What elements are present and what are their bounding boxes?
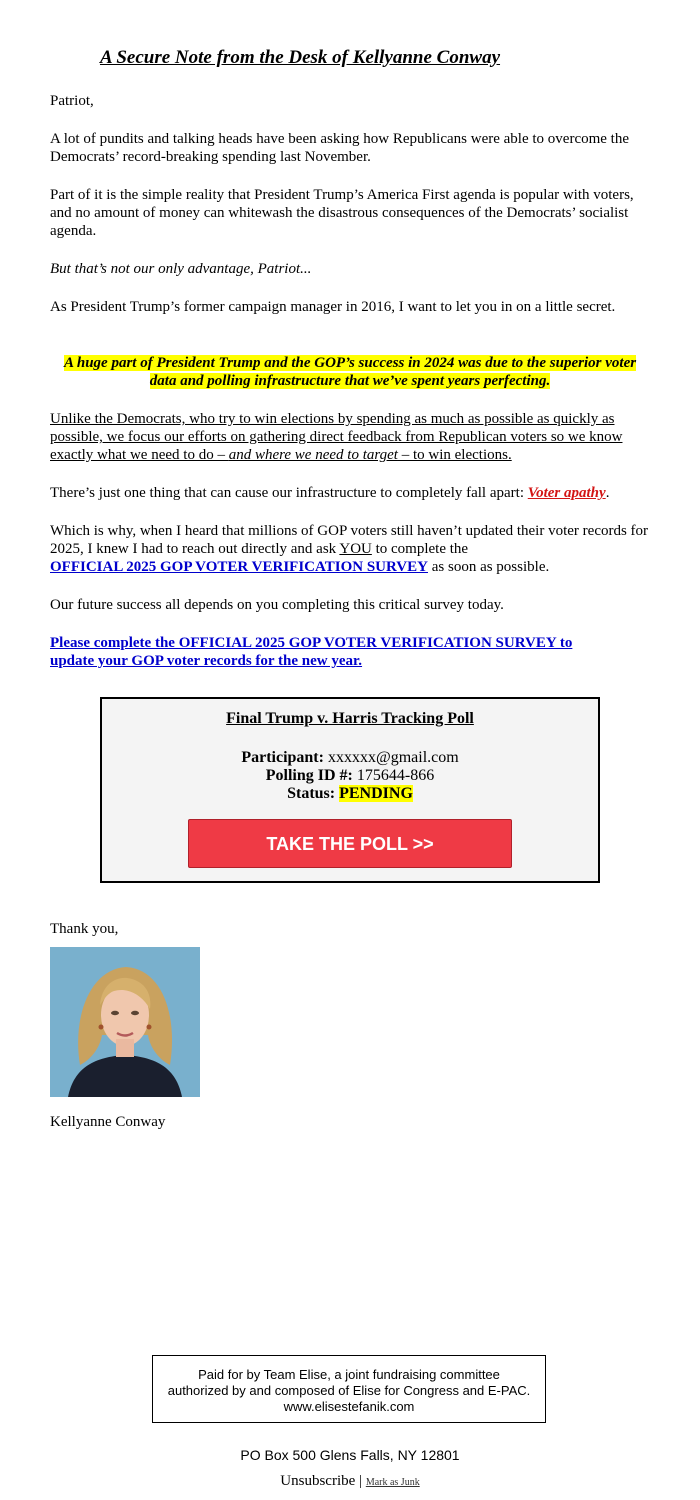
poll-card: [100, 697, 600, 883]
polling-id-value: 175644-866: [356, 767, 435, 784]
mailing-address: PO Box 500 Glens Falls, NY 12801: [240, 1447, 460, 1463]
polling-id-row: [102, 767, 598, 785]
paragraph-7: [50, 522, 650, 576]
highlight-paragraph: [55, 354, 645, 390]
survey-cta-link[interactable]: Please complete the OFFICIAL 2025 GOP VOTER VERIFICATION SURVEY to update your GOP voter records for the new year.: [50, 635, 573, 669]
you-text: YOU: [339, 541, 372, 557]
status-row: [102, 785, 598, 803]
signature-name: Kellyanne Conway: [50, 1114, 166, 1130]
paragraph-5-italic: and where we need to target: [228, 447, 398, 463]
paragraph-6-text: There’s just one thing that can cause our infrastructure to completely fall apart:: [50, 485, 528, 501]
portrait-photo: [50, 947, 200, 1097]
paragraph-7-part3: as soon as possible.: [427, 559, 550, 575]
paragraph-6-end: .: [605, 485, 610, 501]
paragraph-5-part1: Unlike the Democrats, who try to win elections by spending as much as possible as quickly as possible, we focus our efforts on gathering direct feedback from Republican voters so we know exactly what we need to do –: [50, 411, 623, 463]
status-label: Status:: [287, 785, 336, 802]
take-poll-button[interactable]: TAKE THE POLL >>: [188, 819, 512, 868]
participant-value: xxxxxx@gmail.com: [327, 749, 459, 766]
participant-label: Participant:: [241, 749, 324, 766]
disclaimer-text: Paid for by Team Elise, a joint fundraising committee authorized by and composed of Elise for Congress and E-PAC. www.elisestefanik.com: [167, 1367, 531, 1414]
disclaimer-box: [152, 1355, 546, 1423]
polling-id-label: Polling ID #:: [265, 767, 353, 784]
separator: |: [359, 1473, 363, 1489]
survey-inline-link[interactable]: OFFICIAL 2025 GOP VOTER VERIFICATION SURVEY: [50, 559, 428, 575]
status-badge: PENDING: [339, 785, 413, 802]
cta-paragraph: [50, 634, 620, 670]
paragraph-6: [50, 484, 660, 502]
signoff: Thank you,: [50, 921, 119, 937]
paragraph-2: Part of it is the simple reality that President Trump’s America First agenda is popular with voters, and no amount of money can whitewash the disastrous consequences of the Democrats’ socialist agenda.: [50, 187, 634, 239]
voter-apathy-text: Voter apathy: [527, 485, 606, 501]
paragraph-8: Our future success all depends on you completing this critical survey today.: [50, 597, 504, 613]
salutation: Patriot,: [50, 93, 94, 109]
participant-row: [102, 749, 598, 767]
poll-title: Final Trump v. Harris Tracking Poll: [226, 710, 474, 727]
unsubscribe-row: [0, 1473, 700, 1490]
paragraph-7-part1: Which is why, when I heard that millions of GOP voters still haven’t updated their voter records for 2025, I knew I had to reach out directly and ask: [50, 523, 649, 557]
paragraph-5-part2: – to win elections.: [397, 447, 512, 463]
highlighted-text: A huge part of President Trump and the GOP’s success in 2024 was due to the superior voter data and polling infrastructure that we’ve spent years perfecting.: [63, 355, 637, 389]
paragraph-3: But that’s not our only advantage, Patriot...: [50, 261, 312, 277]
mark-junk-link[interactable]: Mark as Junk: [365, 1477, 420, 1488]
paragraph-1: A lot of pundits and talking heads have been asking how Republicans were able to overcome the Democrats’ record-breaking spending last November.: [50, 131, 630, 165]
paragraph-4: As President Trump’s former campaign manager in 2016, I want to let you in on a little secret.: [50, 299, 616, 315]
email-title: A Secure Note from the Desk of Kellyanne Conway: [99, 47, 501, 68]
unsubscribe-link[interactable]: Unsubscribe: [280, 1473, 356, 1489]
paragraph-7-part2: to complete the: [371, 541, 469, 557]
paragraph-5: [50, 410, 650, 464]
portrait-image: [50, 947, 200, 1097]
